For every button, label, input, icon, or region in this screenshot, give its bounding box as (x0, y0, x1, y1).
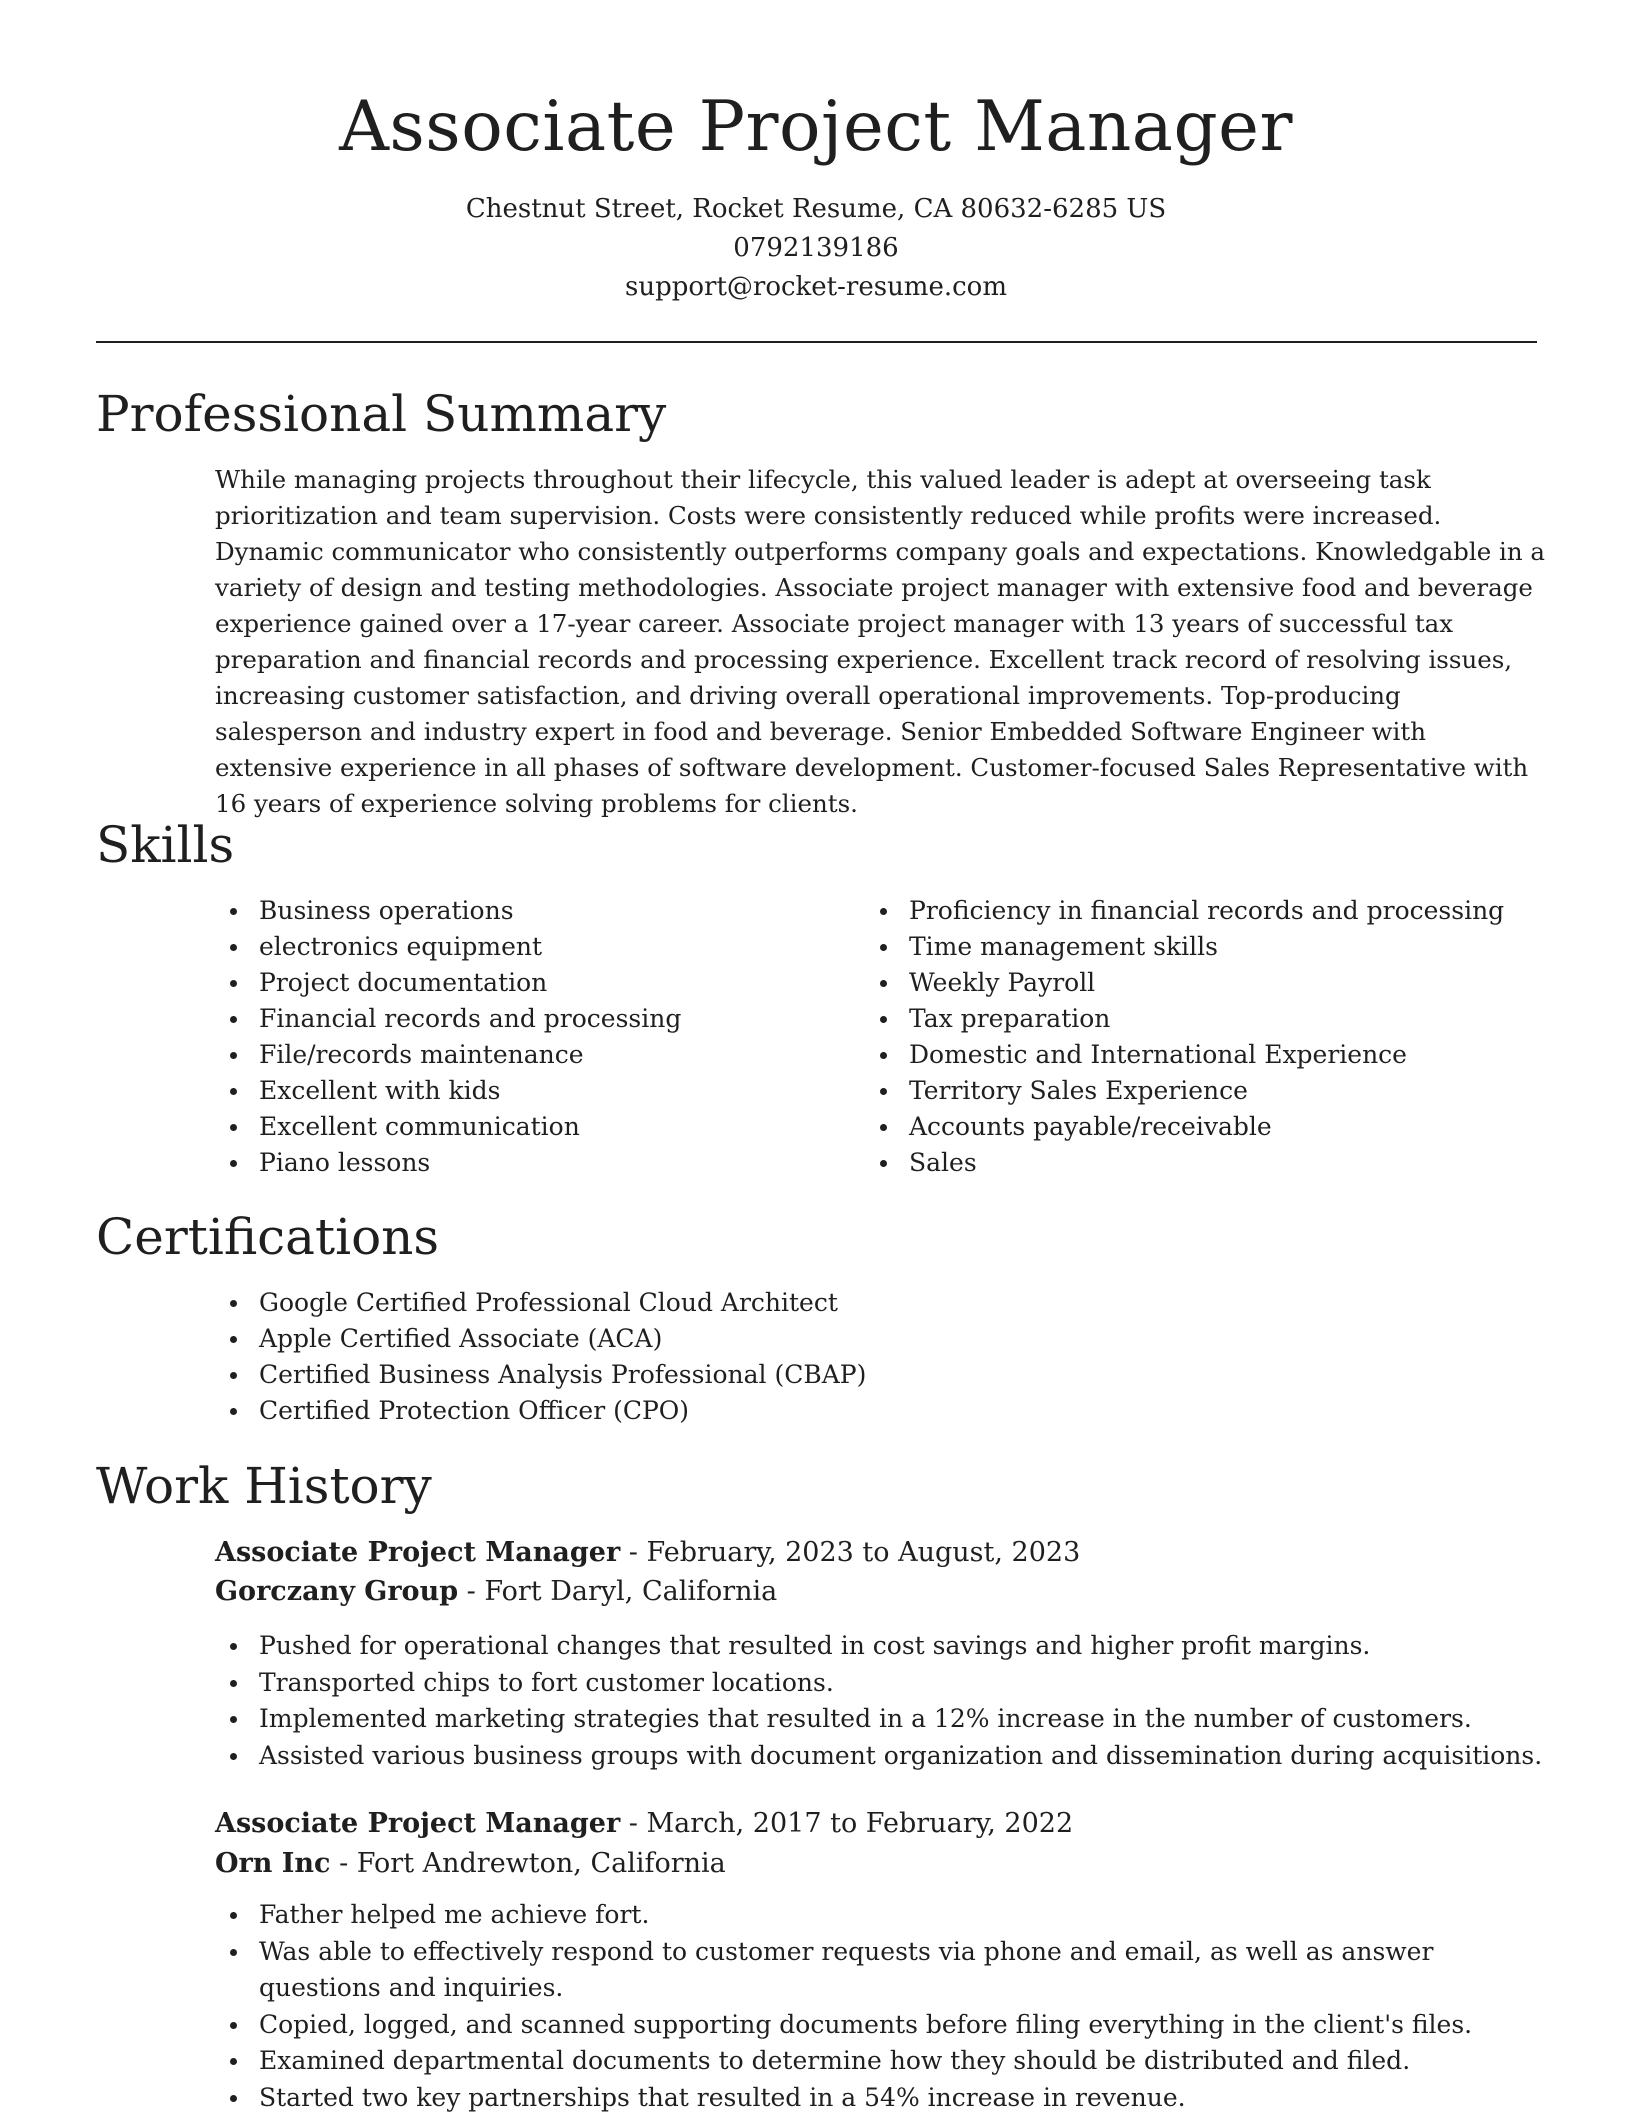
job-bullet: Transported chips to fort customer locations. (215, 1665, 1545, 1702)
job-bullets (215, 1897, 1545, 2112)
job-company: Orn Inc (215, 1848, 331, 1879)
header-divider (96, 341, 1537, 343)
contact-phone: 0792139186 (733, 233, 899, 263)
job-bullet: Father helped me achieve fort. (215, 1897, 1545, 1934)
summary-heading: Professional Summary (96, 385, 667, 443)
contact-block (0, 190, 1632, 307)
skills-heading: Skills (96, 816, 235, 874)
job-dates: - March, 2017 to February, 2022 (620, 1808, 1074, 1839)
skill-item: Piano lessons (215, 1145, 855, 1181)
skill-item: Tax preparation (865, 1001, 1505, 1037)
job-bullet: Pushed for operational changes that resulted in cost savings and higher profit margins. (215, 1628, 1545, 1665)
job-company-line (215, 1573, 777, 1611)
skill-item: electronics equipment (215, 929, 855, 965)
job-location: - Fort Andrewton, California (330, 1848, 726, 1879)
contact-email[interactable]: support@rocket-resume.com (624, 272, 1007, 302)
skill-item: Sales (865, 1145, 1505, 1181)
skill-item: Accounts payable/receivable (865, 1109, 1505, 1145)
work-history-heading: Work History (96, 1457, 432, 1515)
job-title: Associate Project Manager (215, 1537, 621, 1568)
skill-item: File/records maintenance (215, 1037, 855, 1073)
certifications-list (215, 1285, 1515, 1429)
contact-address: Chestnut Street, Rocket Resume, CA 80632-6285 US (465, 194, 1167, 224)
job-bullet: Assisted various business groups with document organization and dissemination during acquisitions. (215, 1738, 1545, 1775)
certification-item: Certified Protection Officer (CPO) (215, 1393, 1515, 1429)
skill-item: Domestic and International Experience (865, 1037, 1505, 1073)
skill-item: Time management skills (865, 929, 1505, 965)
certification-item: Google Certified Professional Cloud Architect (215, 1285, 1515, 1321)
certification-item: Certified Business Analysis Professional (CBAP) (215, 1357, 1515, 1393)
job-bullet: Examined departmental documents to determine how they should be distributed and filed. (215, 2043, 1545, 2080)
certification-item: Apple Certified Associate (ACA) (215, 1321, 1515, 1357)
job-bullets (215, 1628, 1545, 1774)
job-company-line (215, 1845, 726, 1883)
skill-item: Excellent with kids (215, 1073, 855, 1109)
skills-list-left (215, 893, 855, 1181)
job-bullet: Was able to effectively respond to customer requests via phone and email, as well as answer questions and inquiries. (215, 1934, 1545, 2007)
job-dates: - February, 2023 to August, 2023 (620, 1537, 1081, 1568)
job-title-line (215, 1534, 1080, 1572)
summary-text: While managing projects throughout their lifecycle, this valued leader is adept at overseeing task prioritization and team supervision. Costs were consistently reduced while profits were increased. Dynamic communicator who consistently outperforms company goals and expectations. Knowledgable in a variety of design and testing methodologies. Associate project manager with extensive food and beverage experience gained over a 17-year career. Associate project manager with 13 years of successful tax preparation and financial records and processing experience. Excellent track record of resolving issues, increasing customer satisfaction, and driving overall operational improvements. Top-producing salesperson and industry expert in food and beverage. Senior Embedded Software Engineer with extensive experience in all phases of software development. Customer-focused Sales Representative with 16 years of experience solving problems for clients. (215, 465, 1545, 818)
job-bullet: Implemented marketing strategies that resulted in a 12% increase in the number of customers. (215, 1701, 1545, 1738)
resume-name: Associate Project Manager (339, 87, 1293, 167)
skill-item: Proficiency in financial records and processing (865, 893, 1505, 929)
skills-list-right (865, 893, 1505, 1181)
resume-header (0, 0, 1632, 307)
job-company: Gorczany Group (215, 1576, 459, 1607)
certifications-heading: Certifications (96, 1208, 440, 1266)
skill-item: Financial records and processing (215, 1001, 855, 1037)
skill-item: Project documentation (215, 965, 855, 1001)
job-location: - Fort Daryl, California (458, 1576, 778, 1607)
skill-item: Territory Sales Experience (865, 1073, 1505, 1109)
job-title-line (215, 1805, 1073, 1843)
job-bullet: Copied, logged, and scanned supporting documents before filing everything in the client's files. (215, 2007, 1545, 2044)
skill-item: Excellent communication (215, 1109, 855, 1145)
job-title: Associate Project Manager (215, 1808, 621, 1839)
job-bullet: Started two key partnerships that resulted in a 54% increase in revenue. (215, 2080, 1545, 2112)
skill-item: Business operations (215, 893, 855, 929)
skill-item: Weekly Payroll (865, 965, 1505, 1001)
